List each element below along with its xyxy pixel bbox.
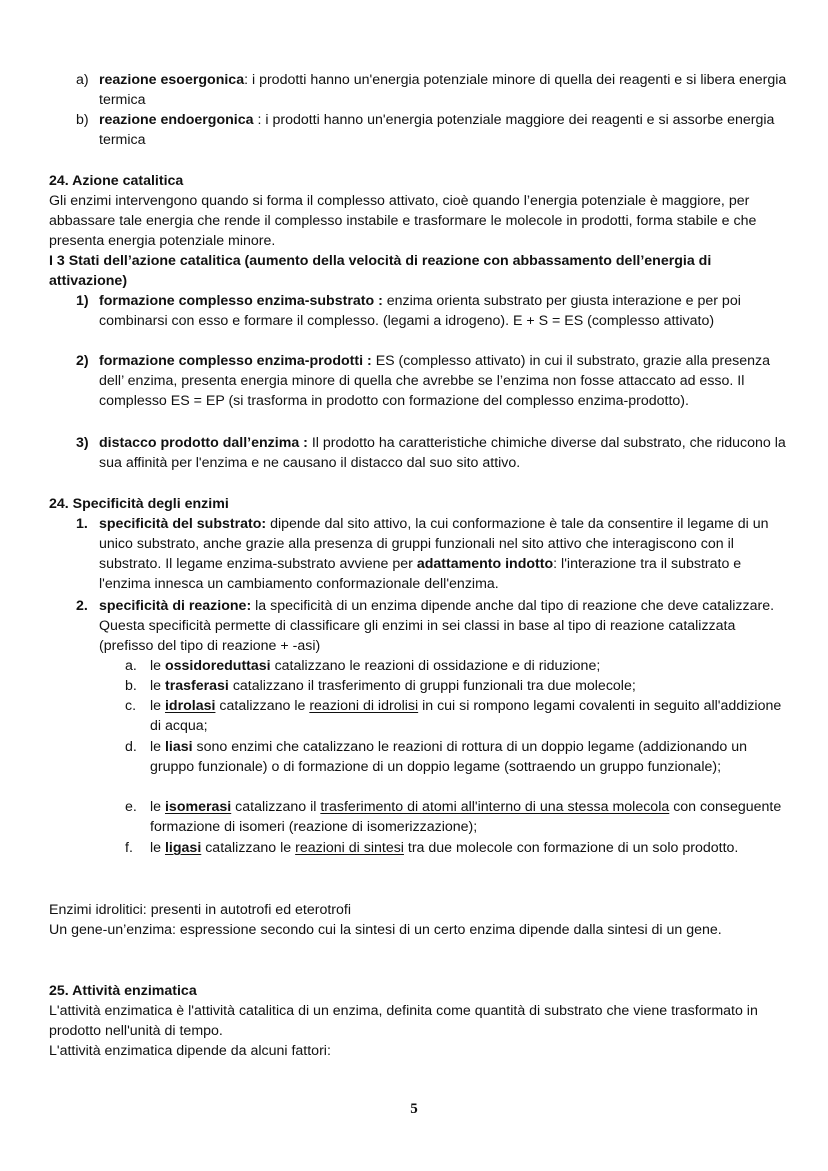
list-label: 1. (76, 516, 88, 532)
class-text: catalizzano il (231, 799, 321, 815)
term: specificità di reazione: (99, 598, 252, 614)
term: specificità del substrato: (99, 516, 267, 532)
class-item (125, 696, 789, 736)
class-label: f. (125, 840, 133, 856)
subheading: I 3 Stati dell’azione catalitica (aumento della velocità di reazione con abbassamento dell’energia di attivazione) (49, 253, 712, 289)
class-label: e. (125, 799, 137, 815)
underlined-text: reazioni di idrolisi (309, 698, 419, 714)
class-item (125, 838, 789, 858)
class-text: le (150, 799, 165, 815)
page-number: 5 (410, 1101, 418, 1117)
class-text: sono enzimi che catalizzano le reazioni di rottura di un doppio legame (addizionando un gruppo funzionale) o di formazione di un doppio legame (sottraendo un gruppo funzionale); (150, 739, 748, 775)
step-item (76, 291, 788, 331)
list-item (76, 596, 788, 656)
step-label: 1) (76, 293, 89, 309)
list-item (76, 110, 788, 150)
class-text: catalizzano le (215, 698, 310, 714)
enzyme-name: ligasi (164, 840, 202, 856)
definition: enzima orienta substrato per giusta interazione e per poi combinarsi con esso e formare il complesso. (legami a idrogeno). E + S = ES (complesso attivato) (99, 293, 741, 329)
definition: dipende dal sito attivo, la cui conformazione è tale da consentire il legame di un unico substrato, anche grazie alla presenza di gruppi funzionali nel sito attivo che interagiscono con il substrato. Il legame enzima-substrato avviene per (99, 516, 769, 572)
underlined-text: reazioni di sintesi (295, 840, 404, 856)
class-text: le (150, 678, 165, 694)
paragraph: Gli enzimi intervengono quando si forma il complesso attivato, cioè quando l’energia potenziale è maggiore, per abbassare tale energia che rende il complesso instabile e trasformare le molecole in prodotti, forma stabile e che presenta energia potenziale minore. (49, 193, 757, 249)
class-item (125, 737, 789, 777)
class-item (125, 656, 789, 676)
step-item (76, 351, 788, 411)
term: distacco prodotto dall’enzima : (99, 435, 308, 451)
class-text: catalizzano il trasferimento di gruppi funzionali tra due molecole; (228, 678, 636, 694)
term: adattamento indotto (416, 556, 554, 572)
note-line: Un gene-un’enzima: espressione secondo cui la sintesi di un certo enzima dipende dalla sintesi di un gene. (49, 922, 722, 938)
list-label: 2. (76, 598, 88, 614)
class-label: a. (125, 658, 137, 674)
definition: : i prodotti hanno un'energia potenziale maggiore dei reagenti e si assorbe energia termica (99, 112, 775, 148)
step-item (76, 433, 788, 473)
underlined-text: trasferimento di atomi all'interno di una stessa molecola (320, 799, 670, 815)
class-text: le (150, 698, 165, 714)
class-text: catalizzano le reazioni di ossidazione e di riduzione; (270, 658, 601, 674)
definition: ES (complesso attivato) in cui il substrato, grazie alla presenza dell’ enzima, presenta energia minore di quella che avrebbe se l’enzima non fosse attaccato ad esso. Il complesso ES = EP (si trasforma in prodotto con formazione del complesso enzima-prodotto). (99, 353, 770, 409)
enzyme-name: ossidoreduttasi (164, 658, 271, 674)
class-text: in cui si rompono legami covalenti in seguito all'addizione di acqua; (150, 698, 782, 734)
class-text: catalizzano le (201, 840, 296, 856)
definition: la specificità di un enzima dipende anche dal tipo di reazione che deve catalizzare. Questa specificità permette di classificare gli enzimi in sei classi in base al tipo di reazione catalizzata (prefisso del tipo di reazione + -asi) (99, 598, 775, 654)
enzyme-name: trasferasi (164, 678, 229, 694)
enzyme-name: liasi (164, 739, 193, 755)
definition: : l'interazione tra il substrato e l'enzima innesca un cambiamento conformazionale dell'enzima. (99, 556, 742, 592)
section-heading: 24. Specificità degli enzimi (49, 496, 229, 512)
class-text: le (150, 658, 165, 674)
list-item (76, 70, 788, 110)
section-heading: 25. Attività enzimatica (49, 983, 197, 999)
section-heading: 24. Azione catalitica (49, 173, 184, 189)
note-line: Enzimi idrolitici: presenti in autotrofi ed eterotrofi (49, 902, 352, 918)
class-label: d. (125, 739, 137, 755)
class-text: le (150, 840, 165, 856)
definition: : i prodotti hanno un'energia potenziale minore di quella dei reagenti e si libera energia termica (99, 72, 787, 108)
term: reazione endoergonica (99, 112, 254, 128)
paragraph: L'attività enzimatica è l'attività catalitica di un enzima, definita come quantità di substrato che viene trasformato in prodotto nell'unità di tempo. (49, 1003, 758, 1039)
step-label: 2) (76, 353, 89, 369)
list-label: a) (76, 72, 89, 88)
term: formazione complesso enzima-substrato : (99, 293, 383, 309)
list-item (76, 514, 788, 594)
step-label: 3) (76, 435, 89, 451)
class-label: b. (125, 678, 137, 694)
class-label: c. (125, 698, 137, 714)
paragraph: L'attività enzimatica dipende da alcuni fattori: (49, 1043, 331, 1059)
class-text: le (150, 739, 165, 755)
enzyme-name: idrolasi (164, 698, 216, 714)
class-item (125, 797, 789, 837)
class-text: con conseguente formazione di isomeri (reazione di isomerizzazione); (150, 799, 782, 835)
class-item (125, 676, 789, 696)
class-text: tra due molecole con formazione di un solo prodotto. (403, 840, 739, 856)
enzyme-name: isomerasi (164, 799, 232, 815)
term: reazione esoergonica (99, 72, 245, 88)
definition: Il prodotto ha caratteristiche chimiche diverse dal substrato, che riducono la sua affinità per l'enzima e ne causano il distacco dal suo sito attivo. (99, 435, 786, 471)
list-label: b) (76, 112, 89, 128)
term: formazione complesso enzima-prodotti : (99, 353, 372, 369)
